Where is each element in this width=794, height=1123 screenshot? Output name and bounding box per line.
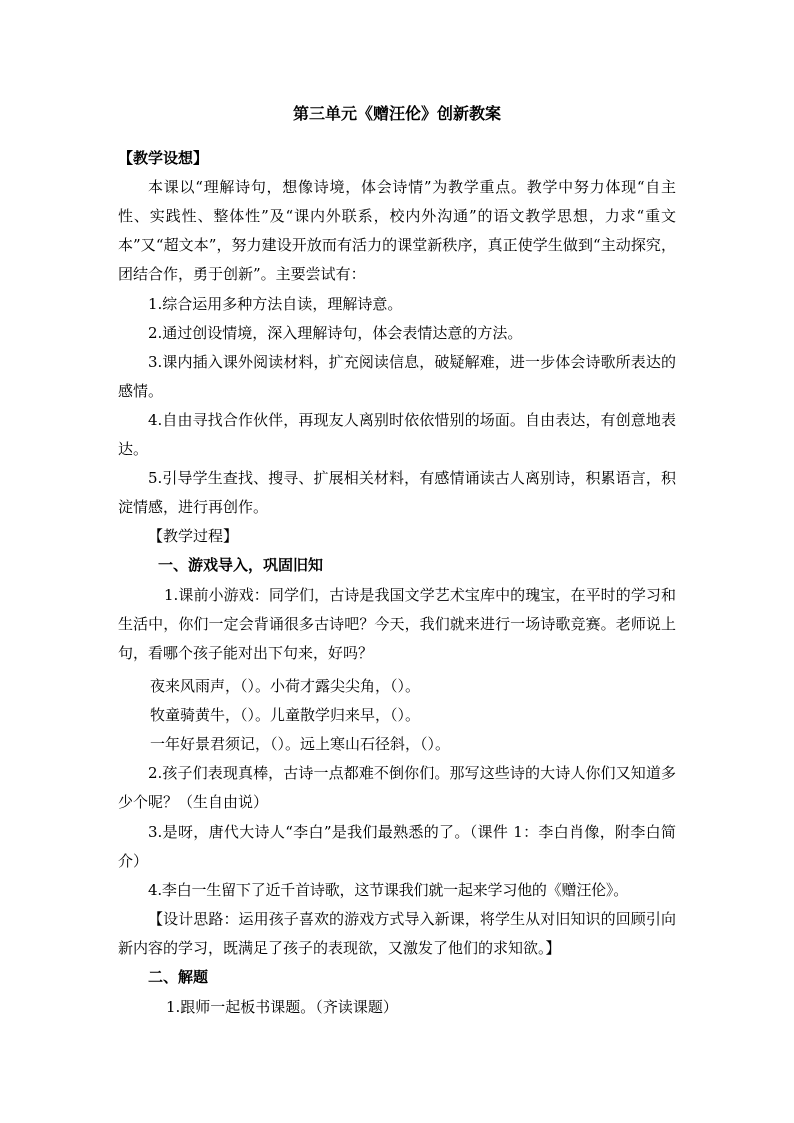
part-one-step-1: 1.课前小游戏：同学们，古诗是我国文学艺术宝库中的瑰宝，在平时的学习和生活中，你们一定会背诵很多古诗吧？今天，我们就来进行一场诗歌竞赛。老师说上句，看哪个孩子能对出下句来，好吗？: [118, 586, 676, 662]
poem-line-1: 夜来风雨声，（）。小荷才露尖尖角，（）。: [150, 677, 421, 695]
design-point-3: 3.课内插入课外阅读材料，扩充阅读信息，破疑解难，进一步体会诗歌所表达的感情。: [118, 353, 676, 400]
document-title: 第三单元《赠汪伦》创新教案: [292, 104, 501, 123]
part-two-heading: 二、解题: [148, 968, 209, 986]
design-point-5: 5.引导学生查找、搜寻、扩展相关材料，有感情诵读古人离别诗，积累语言，积淀情感，进行再创作。: [118, 469, 676, 516]
design-point-2: 2.通过创设情境，深入理解诗句，体会表情达意的方法。: [148, 324, 523, 342]
design-point-4: 4.自由寻找合作伙伴，再现友人离别时依依惜别的场面。自由表达，有创意地表达。: [118, 411, 676, 458]
part-two-step-1: 1.跟师一起板书课题。（齐读课题）: [166, 998, 398, 1016]
part-one-step-2: 2.孩子们表现真棒，古诗一点都难不倒你们。那写这些诗的大诗人你们又知道多少个呢？（生自由说）: [118, 764, 676, 811]
poem-line-3: 一年好景君须记，（）。远上寒山石径斜，（）。: [150, 735, 451, 753]
section-heading-teaching-design: 【教学设想】: [118, 149, 209, 167]
intro-paragraph: 本课以“理解诗句，想像诗境，体会诗情”为教学重点。教学中努力体现“自主性、实践性、整体性”及“课内外联系，校内外沟通”的语文教学思想，力求“重文本”又“超文本”，努力建设开放而有活力的课堂新秩序，真正使学生做到“主动探究，团结合作，勇于创新”。主要尝试有：: [118, 178, 676, 283]
part-one-step-3: 3.是呀，唐代大诗人“李白”是我们最熟悉的了。（课件 1：李白肖像，附李白简介）: [118, 823, 676, 870]
part-one-heading: 一、游戏导入，巩固旧知: [158, 556, 324, 574]
design-point-1: 1.综合运用多种方法自读，理解诗意。: [148, 295, 403, 313]
section-heading-teaching-process: 【教学过程】: [148, 527, 239, 545]
design-thought-note: 【设计思路：运用孩子喜欢的游戏方式导入新课，将学生从对旧知识的回顾引向新内容的学习，既满足了孩子的表现欲，又激发了他们的求知欲。】: [118, 910, 676, 957]
part-one-step-4: 4.李白一生留下了近千首诗歌，这节课我们就一起来学习他的《赠汪伦》。: [148, 881, 629, 899]
poem-line-2: 牧童骑黄牛，（）。儿童散学归来早，（）。: [150, 706, 421, 724]
